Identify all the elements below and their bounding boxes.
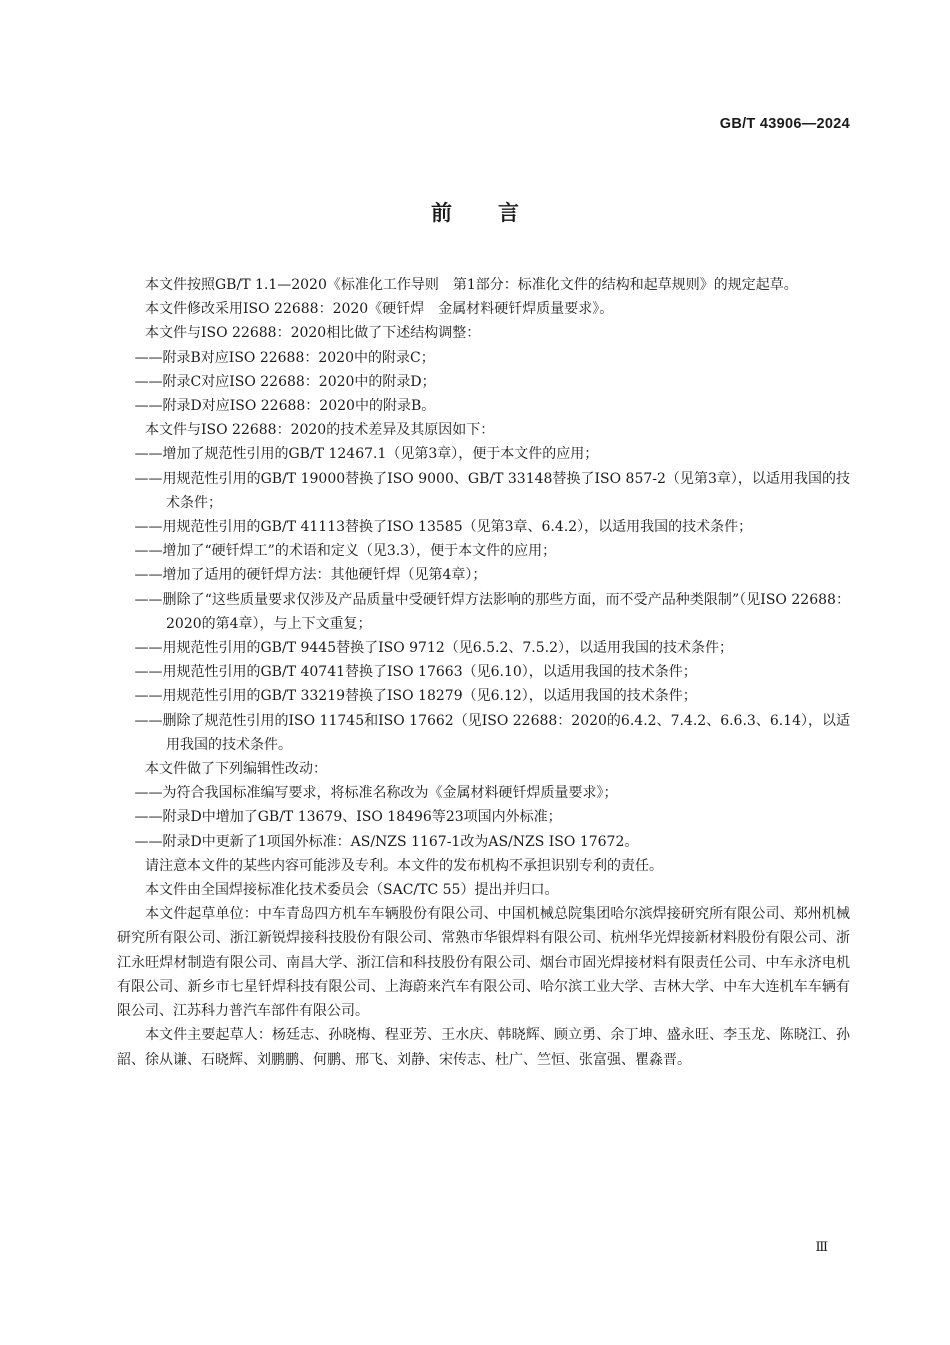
paragraph: 本文件起草单位：中车青岛四方机车车辆股份有限公司、中国机械总院集团哈尔滨焊接研究所有限公司、郑州机械研究所有限公司、浙江新锐焊接科技股份有限公司、常熟市华银焊料有限公司、杭州华光焊接新材料股份有限公司、浙江永旺焊材制造有限公司、南昌大学、浙江信和科技股份有限公司、烟台市固光焊接材料有限责任公司、中车永济电机有限公司、新乡市七星钎焊科技有限公司、上海蔚来汽车有限公司、哈尔滨工业大学、吉林大学、中车大连机车车辆有限公司、江苏科力普汽车部件有限公司。	[117, 906, 850, 1020]
page-number: Ⅲ	[815, 1240, 828, 1255]
paragraph: 请注意本文件的某些内容可能涉及专利。本文件的发布机构不承担识别专利的责任。	[145, 857, 663, 874]
paragraph: 本文件与ISO 22688：2020的技术差异及其原因如下：	[145, 422, 495, 439]
foreword-body	[117, 273, 850, 1072]
list-item: ——附录B对应ISO 22688：2020中的附录C；	[134, 349, 435, 366]
list-item: ——附录C对应ISO 22688：2020中的附录D；	[134, 373, 436, 390]
list-item: ——用规范性引用的GB/T 40741替换了ISO 17663（见6.10），以适用我国的技术条件；	[134, 664, 697, 681]
list-item: ——增加了规范性引用的GB/T 12467.1（见第3章），便于本文件的应用；	[134, 446, 599, 463]
paragraph: 本文件做了下列编辑性改动：	[145, 761, 327, 778]
list-item: ——用规范性引用的GB/T 41113替换了ISO 13585（见第3章、6.4.2），以适用我国的技术条件；	[134, 519, 753, 536]
paragraph: 本文件修改采用ISO 22688：2020《硬钎焊 金属材料硬钎焊质量要求》。	[145, 301, 614, 318]
paragraph: 本文件由全国焊接标准化技术委员会（SAC/TC 55）提出并归口。	[145, 882, 559, 899]
list-item: ——附录D对应ISO 22688：2020中的附录B。	[134, 398, 436, 415]
standard-code: GB/T 43906—2024	[719, 116, 850, 132]
list-item: ——附录D中更新了1项国外标准：AS/NZS 1167-1改为AS/NZS ISO 17672。	[134, 833, 639, 850]
list-item: ——用规范性引用的GB/T 19000替换了ISO 9000、GB/T 33148替换了ISO 857-2（见第3章），以适用我国的技术条件；	[134, 470, 850, 511]
list-item: ——用规范性引用的GB/T 9445替换了ISO 9712（见6.5.2、7.5.2），以适用我国的技术条件；	[134, 640, 734, 657]
list-item: ——增加了“硬钎焊工”的术语和定义（见3.3），便于本文件的应用；	[134, 543, 557, 560]
list-item: ——增加了适用的硬钎焊方法：其他硬钎焊（见第4章）；	[134, 567, 487, 584]
list-item: ——为符合我国标准编写要求，将标准名称改为《金属材料硬钎焊质量要求》；	[134, 785, 618, 802]
paragraph: 本文件主要起草人：杨廷志、孙晓梅、程亚芳、王水庆、韩晓辉、顾立勇、余丁坤、盛永旺、李玉龙、陈晓江、孙韶、徐从谦、石晓辉、刘鹏鹏、何鹏、邢飞、刘静、宋传志、杜广、竺恒、张富强、瞿淼晋。	[117, 1027, 850, 1068]
paragraph: 本文件按照GB/T 1.1—2020《标准化工作导则 第1部分：标准化文件的结构和起草规则》的规定起草。	[145, 277, 798, 293]
list-item: ——附录D中增加了GB/T 13679、ISO 18496等23项国内外标准；	[134, 809, 562, 826]
page-title: 前言	[431, 201, 565, 225]
list-item: ——删除了规范性引用的ISO 11745和ISO 17662（见ISO 22688：2020的6.4.2、7.4.2、6.6.3、6.14），以适用我国的技术条件。	[134, 712, 850, 753]
list-item: ——用规范性引用的GB/T 33219替换了ISO 18279（见6.12），以适用我国的技术条件；	[134, 688, 697, 705]
list-item: ——删除了“这些质量要求仅涉及产品质量中受硬钎焊方法影响的那些方面，而不受产品种类限制”（见ISO 22688：2020的第4章），与上下文重复；	[134, 591, 850, 632]
paragraph: 本文件与ISO 22688：2020相比做了下述结构调整：	[145, 325, 481, 342]
